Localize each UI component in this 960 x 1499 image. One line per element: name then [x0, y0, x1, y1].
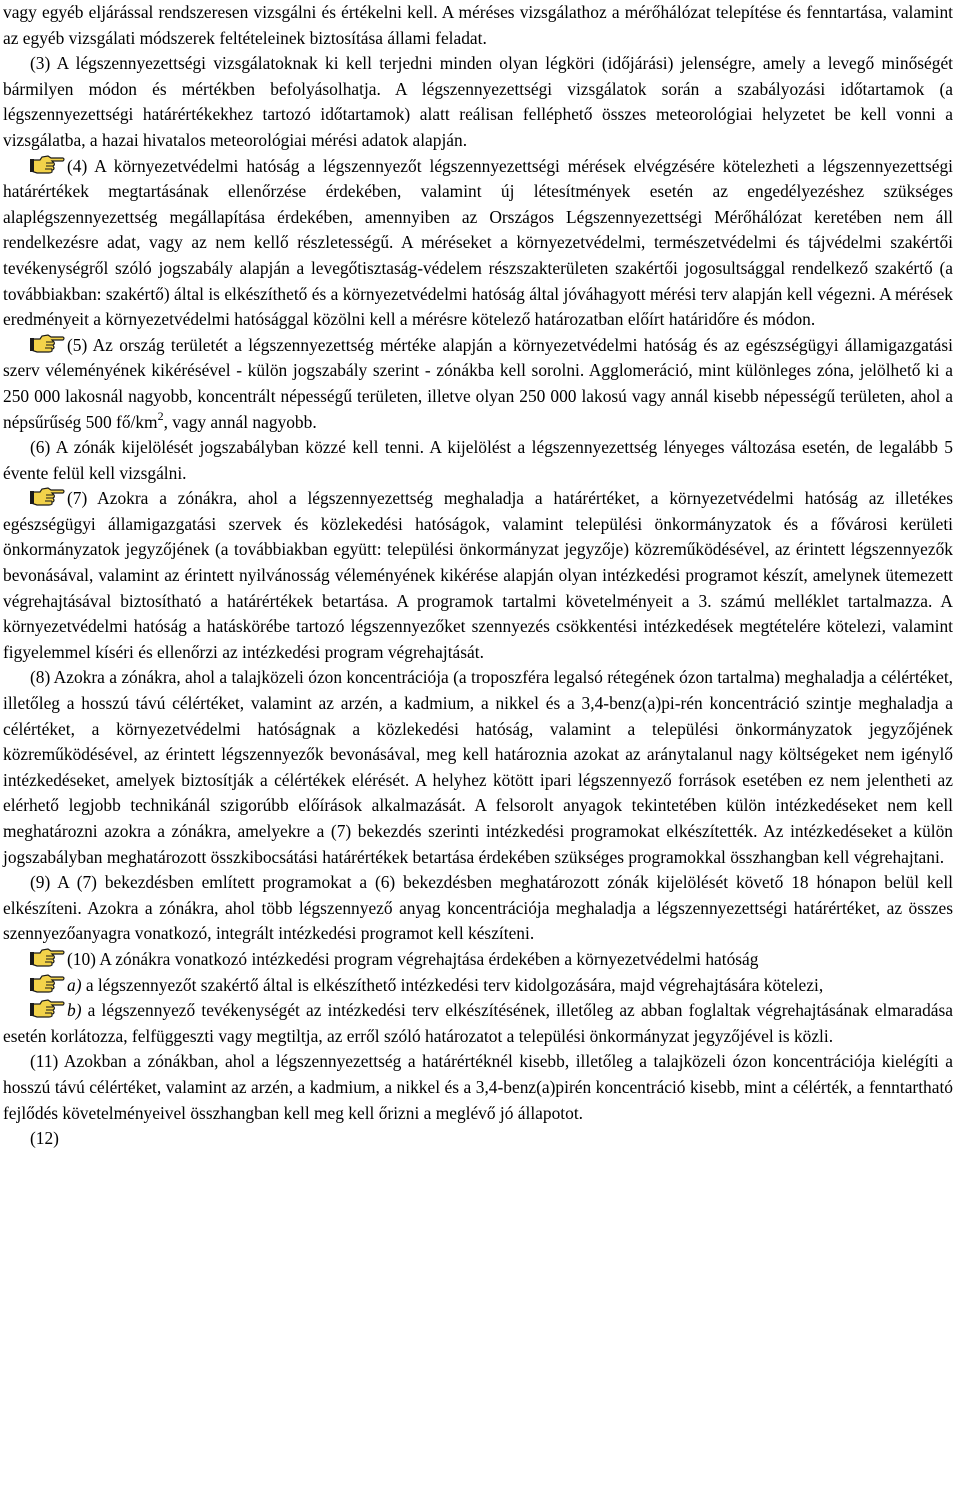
paragraph-7: [3, 486, 953, 665]
paragraph-5-text: (5) Az ország területét a légszennyezettség mértéke alapján a környezetvédelmi hatóság és az egészségügyi államigazgatási szerv véleményének kikérésével - külön jogszabály szerint - zónákba kell sorolni. Agglomeráció, mint különleges zóna, jelölhető ki a 250 000 lakosnál nagyobb, koncentrált népességű területen, illetve olyan 250 000 lakosú vagy annál kisebb népességű területen, ahol a népsűrűség 500 fő/km: [3, 334, 953, 432]
paragraph-11: (11) Azokban a zónákban, ahol a légszennyezettség a határértéknél kisebb, illetőleg a talajközeli ózon koncentrációja kielégíti a hosszú távú célértéket, valamint az arzén, a kadmium, a nikkel és a 3,4-benz(a)pirén koncentráció kisebb, mint a célérték, a fenntartható fejlődés követelményeivel összhangban kell meg kell őrizni a meglévő jó állapotot.: [3, 1051, 953, 1123]
paragraph-4-text: (4) A környezetvédelmi hatóság a légszennyezőt légszennyezettségi mérések elvégzésére kötelezheti a légszennyezettségi határértékek megtartásának ellenőrzése érdekében, valamint új létesítmények esetén az engedélyezéshez szükséges alaplégszennyezettség megállapítása érdekében, amennyiben az Országos Légszennyezettségi Mérőhálózat keretében nem áll rendelkezésre adat, vagy az nem kellő részletességű. A méréseket a környezetvédelmi, természetvédelmi és tájvédelmi szakértői tevékenységről szóló jogszabály alapján a levegőtisztaság-védelem részszakterületen szakértői jogosultsággal rendelkező szakértő (a továbbiakban: szakértő) által is elkészíthető és a környezetvédelmi hatóság által jóváhagyott mérési terv alapján kell végezni. A mérések eredményeit a környezetvédelmi hatósággal közölni kell a mérésre kötelező határozatban előírt határidőre és módon.: [3, 155, 953, 330]
pointing-hand-icon[interactable]: [30, 947, 66, 967]
paragraph-6: (6) A zónák kijelölését jogszabályban közzé kell tenni. A kijelölést a légszennyezettség lényeges változása esetén, de legalább 5 évente felül kell vizsgálni.: [3, 437, 953, 483]
paragraph-10-text: (10) A zónákra vonatkozó intézkedési program végrehajtása érdekében a környezetvédelmi hatóság: [67, 948, 759, 969]
point-a-label: a): [67, 974, 82, 995]
paragraph-7-text: (7) Azokra a zónákra, ahol a légszennyezettség meghaladja a határértéket, a környezetvédelmi hatóság az illetékes egészségügyi államigazgatási szervek és közlekedési hatóságok, valamint települési önkormányzatok és a fővárosi kerületi önkormányzatok jegyzőjének (a továbbiakban együtt: települési önkormányzat jegyzője) közreműködésével, az érintett légszennyezők bevonásával, valamint az érintett nyilvánosság véleményének kikérése alapján olyan intézkedési programot készít, amelynek ütemezett végrehajtásával biztosítható a határértékek betartása. A programok tartalmi követelményeit a 3. számú melléklet tartalmazza. A környezetvédelmi hatóság a hatáskörébe tartozó légszennyezőket szennyezés csökkentési intézkedések megtételére kötelezi, valamint figyelemmel kíséri és ellenőrzi az intézkedési program végrehajtását.: [3, 488, 953, 662]
pointing-hand-icon[interactable]: [30, 486, 66, 506]
paragraph-3: (3) A légszennyezettségi vizsgálatoknak ki kell terjedni minden olyan légköri (időjárási) jelenségre, amely a levegő minőségét bármilyen módon és mértékben befolyásolhatja. A légszennyezettségi vizsgálatok során a szabályozási időtartamok (a légszennyezettségi határértékekhez tartozó időtartamok) alatt reálisan felléphető összes meteorológiai helyzetet be kell vonni a vizsgálatba, a hazai hivatalos meteorológiai mérési adatok alapján.: [3, 53, 953, 150]
paragraph-10a-text: a légszennyezőt szakértő által is elkészíthető intézkedési terv kidolgozására, majd végrehajtására kötelezi,: [81, 974, 824, 995]
paragraph-intro: vagy egyéb eljárással rendszeresen vizsgálni és értékelni kell. A méréses vizsgálathoz a mérőhálózat telepítése és fenntartása, valamint az egyéb vizsgálati módszerek feltételeinek biztosítása állami feladat.: [3, 2, 953, 48]
paragraph-12-label: (12): [30, 1128, 59, 1149]
paragraph-4: [3, 154, 953, 333]
pointing-hand-icon[interactable]: [30, 973, 66, 993]
paragraph-10b-text: a légszennyező tevékenységét az intézkedési terv elkészítésének, illetőleg az abban foglaltak végrehajtásának elmaradása esetén korlátozza, felfüggeszti vagy megtiltja, az erről szóló határozatot a települési önkormányzat jegyzőjével is közli.: [3, 1000, 953, 1046]
point-b-label: b): [67, 1000, 82, 1021]
paragraph-10: [3, 947, 953, 973]
paragraph-5-tail: , vagy annál nagyobb.: [163, 411, 317, 432]
paragraph-10a: [3, 973, 953, 999]
paragraph-10b: [3, 998, 953, 1049]
paragraph-5: [3, 333, 953, 435]
paragraph-9: (9) A (7) bekezdésben említett programokat a (6) bekezdésben meghatározott zónák kijelölését követő 18 hónapon belül kell elkészíteni. Azokra a zónákra, ahol több légszennyező anyag koncentrációja meghaladja a légszennyezettségi határértéket, az összes szennyezőanyagra vonatkozó, integrált intézkedési programot kell készíteni.: [3, 872, 953, 944]
pointing-hand-icon[interactable]: [30, 333, 66, 353]
document-page: [3, 0, 953, 1152]
pointing-hand-icon[interactable]: [30, 154, 66, 174]
paragraph-8: (8) Azokra a zónákra, ahol a talajközeli ózon koncentrációja (a troposzféra legalsó rétegének ózon tartalma) meghaladja a célértéket, illetőleg a hosszú távú célértéket, valamint az arzén, a kadmium, a nikkel és a 3,4-benz(a)pi-rén koncentráció szintje meghaladja a célértéket, a környezetvédelmi hatóságnak a közlekedési hatóság, valamint a települési önkormányzatok jegyzőjének közreműködésével, az érintett légszennyezők bevonásával, meg kell határoznia azokat az aránytalanul nagy költségeket nem igénylő intézkedéseket, amelyek biztosítják a célértékek elérését. A helyhez kötött ipari légszennyező források esetében ez nem jelentheti az elérhető legjobb technikánál szigorúbb előírások alkalmazását. A felsorolt anyagok tekintetében külön intézkedéseket nem kell meghatározni azokra a zónákra, amelyekre a (7) bekezdés szerinti intézkedési programokat elkészítették. Az intézkedéseket a külön jogszabályban meghatározott összkibocsátási határértékek betartása érdekében szükséges programokkal összhangban kell végrehajtani.: [3, 667, 953, 867]
pointing-hand-icon[interactable]: [30, 998, 66, 1018]
superscript-2: 2: [157, 408, 164, 423]
